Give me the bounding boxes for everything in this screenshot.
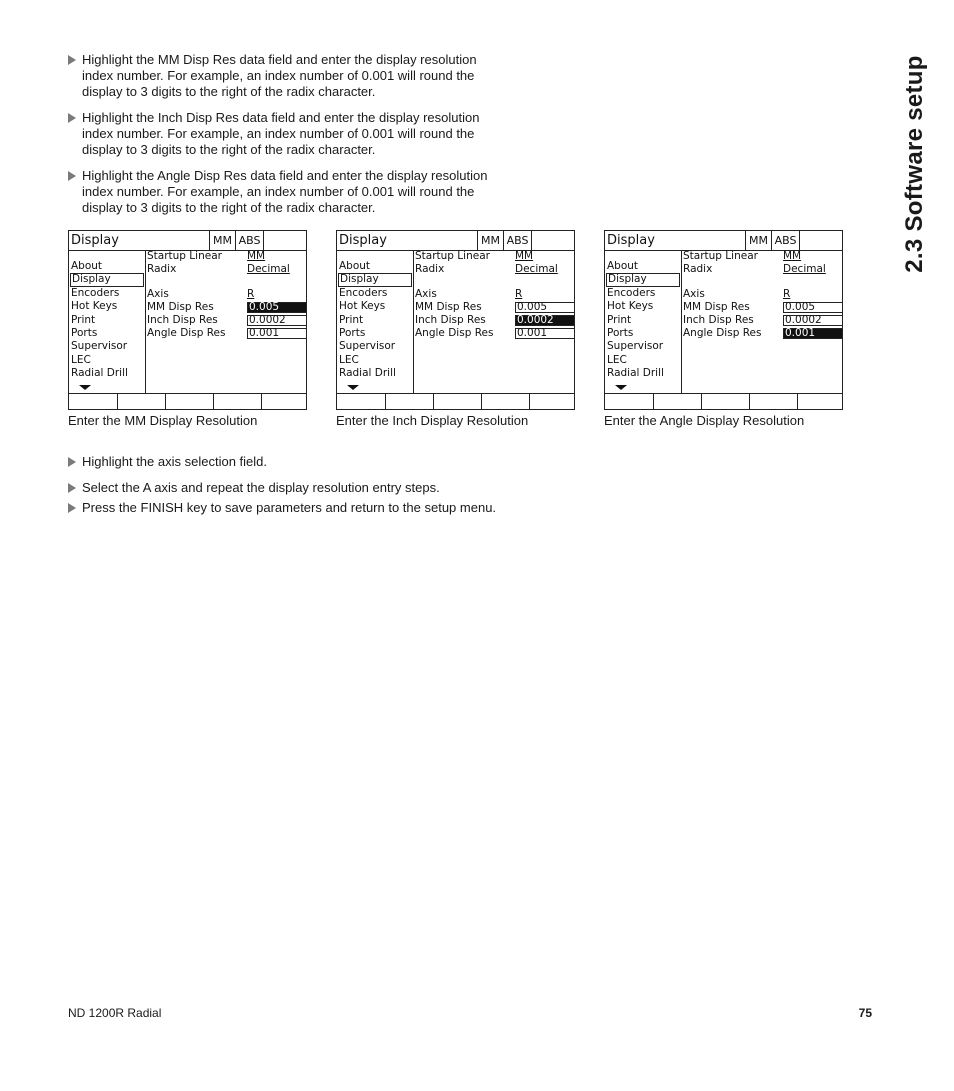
angle-disp-res-field[interactable]: 0.001 — [515, 328, 575, 339]
softkey-divider — [481, 393, 482, 410]
bullet-triangle-icon — [68, 483, 76, 493]
step-item: Highlight the axis selection field. — [68, 454, 508, 470]
menu-item-ports[interactable]: Ports — [339, 326, 366, 339]
inch-disp-res-field[interactable]: 0.0002 — [247, 315, 307, 326]
menu-item-print[interactable]: Print — [339, 313, 364, 326]
figure-caption: Enter the Angle Display Resolution — [604, 413, 805, 428]
inch-disp-res-field[interactable]: 0.0002 — [783, 315, 843, 326]
tab-blank — [263, 231, 307, 250]
softkey-bar[interactable] — [69, 393, 306, 410]
bullet-triangle-icon — [68, 171, 76, 181]
menu-item-encoders[interactable]: Encoders — [71, 286, 120, 299]
tab-abs[interactable]: ABS — [771, 231, 799, 250]
menu-item-hot-keys[interactable]: Hot Keys — [607, 300, 654, 313]
scroll-down-arrow-icon[interactable] — [347, 385, 359, 390]
bullet-triangle-icon — [68, 457, 76, 467]
menu-item-ports[interactable]: Ports — [71, 326, 98, 339]
scroll-down-arrow-icon[interactable] — [79, 385, 91, 390]
startup-linear-value[interactable]: MM — [247, 250, 266, 262]
axis-label: Axis — [683, 288, 705, 300]
softkey-divider — [701, 393, 702, 410]
softkey-divider — [261, 393, 262, 410]
figure-caption: Enter the MM Display Resolution — [68, 413, 258, 428]
menu-item-display[interactable]: Display — [606, 273, 680, 286]
menu-item-lec[interactable]: LEC — [339, 353, 359, 366]
menu-item-encoders[interactable]: Encoders — [339, 286, 388, 299]
steps-top — [68, 52, 508, 216]
menu-item-hot-keys[interactable]: Hot Keys — [339, 300, 386, 313]
menu-item-encoders[interactable]: Encoders — [607, 286, 656, 299]
tab-blank — [799, 231, 843, 250]
menu-item-display[interactable]: Display — [338, 273, 412, 286]
step-item: Highlight the Angle Disp Res data field and enter the display resolution index number. For example, an index number of 0.001 will round the display to 3 digits to the right of the radix character. — [68, 168, 508, 216]
startup-linear-value[interactable]: MM — [783, 250, 802, 262]
softkey-divider — [749, 393, 750, 410]
softkey-divider — [117, 393, 118, 410]
divider — [681, 250, 682, 393]
setup-menu — [606, 260, 680, 381]
step-item: Highlight the Inch Disp Res data field and enter the display resolution index number. For example, an index number of 0.001 will round the display to 3 digits to the right of the radix character. — [68, 110, 508, 158]
softkey-divider — [653, 393, 654, 410]
divider — [413, 250, 414, 393]
bullet-triangle-icon — [68, 113, 76, 123]
radix-value[interactable]: Decimal — [515, 263, 558, 275]
radix-label: Radix — [683, 263, 713, 275]
menu-item-supervisor[interactable]: Supervisor — [71, 340, 128, 353]
setup-menu — [338, 260, 412, 381]
startup-linear-label: Startup Linear — [683, 250, 758, 262]
radix-value[interactable]: Decimal — [783, 263, 826, 275]
radix-value[interactable]: Decimal — [247, 263, 290, 275]
radix-label: Radix — [147, 263, 177, 275]
tab-mm[interactable]: MM — [477, 231, 503, 250]
angle-disp-res-label: Angle Disp Res — [415, 327, 494, 339]
axis-selection-field[interactable]: R — [247, 288, 255, 300]
menu-item-radial-drill[interactable]: Radial Drill — [71, 367, 128, 380]
display-setup-screen — [604, 230, 843, 410]
menu-item-print[interactable]: Print — [71, 313, 96, 326]
inch-disp-res-label: Inch Disp Res — [683, 314, 754, 326]
axis-selection-field[interactable]: R — [783, 288, 791, 300]
screen-title: Display — [71, 233, 119, 248]
startup-linear-value[interactable]: MM — [515, 250, 534, 262]
mm-disp-res-field[interactable]: 0.005 — [515, 302, 575, 313]
display-setup-screen — [336, 230, 575, 410]
mm-disp-res-label: MM Disp Res — [415, 301, 482, 313]
angle-disp-res-field[interactable]: 0.001 — [783, 328, 843, 339]
softkey-bar[interactable] — [605, 393, 842, 410]
inch-disp-res-field[interactable]: 0.0002 — [515, 315, 575, 326]
page-number: 75 — [858, 1006, 872, 1020]
step-item: Select the A axis and repeat the display resolution entry steps. — [68, 480, 508, 496]
axis-selection-field[interactable]: R — [515, 288, 523, 300]
menu-item-about[interactable]: About — [71, 260, 103, 272]
step-item: Press the FINISH key to save parameters and return to the setup menu. — [68, 500, 508, 516]
screen-title: Display — [607, 233, 655, 248]
softkey-divider — [529, 393, 530, 410]
menu-item-ports[interactable]: Ports — [607, 326, 634, 339]
figure-caption: Enter the Inch Display Resolution — [336, 413, 529, 428]
inch-disp-res-label: Inch Disp Res — [147, 314, 218, 326]
menu-item-about[interactable]: About — [339, 260, 371, 272]
startup-linear-label: Startup Linear — [415, 250, 490, 262]
menu-item-hot-keys[interactable]: Hot Keys — [71, 300, 118, 313]
inch-disp-res-label: Inch Disp Res — [415, 314, 486, 326]
menu-item-lec[interactable]: LEC — [607, 353, 627, 366]
softkey-divider — [213, 393, 214, 410]
menu-item-radial-drill[interactable]: Radial Drill — [607, 367, 664, 380]
mm-disp-res-label: MM Disp Res — [147, 301, 214, 313]
divider — [145, 250, 146, 393]
bullet-triangle-icon — [68, 55, 76, 65]
menu-item-about[interactable]: About — [607, 260, 639, 272]
softkey-divider — [797, 393, 798, 410]
tab-mm[interactable]: MM — [209, 231, 235, 250]
menu-item-supervisor[interactable]: Supervisor — [607, 340, 664, 353]
mm-disp-res-label: MM Disp Res — [683, 301, 750, 313]
mm-disp-res-field[interactable]: 0.005 — [247, 302, 307, 313]
setup-menu — [70, 260, 144, 381]
softkey-bar[interactable] — [337, 393, 574, 410]
radix-label: Radix — [415, 263, 445, 275]
screen-title: Display — [339, 233, 387, 248]
axis-label: Axis — [415, 288, 437, 300]
startup-linear-label: Startup Linear — [147, 250, 222, 262]
tab-abs[interactable]: ABS — [235, 231, 263, 250]
menu-item-lec[interactable]: LEC — [71, 353, 91, 366]
bullet-triangle-icon — [68, 503, 76, 513]
softkey-divider — [433, 393, 434, 410]
steps-bottom — [68, 454, 508, 516]
angle-disp-res-field[interactable]: 0.001 — [247, 328, 307, 339]
angle-disp-res-label: Angle Disp Res — [683, 327, 762, 339]
step-item: Highlight the MM Disp Res data field and enter the display resolution index number. For example, an index number of 0.001 will round the display to 3 digits to the right of the radix character. — [68, 52, 508, 100]
menu-item-radial-drill[interactable]: Radial Drill — [339, 367, 396, 380]
menu-item-display[interactable]: Display — [70, 273, 144, 286]
mm-disp-res-field[interactable]: 0.005 — [783, 302, 843, 313]
scroll-down-arrow-icon[interactable] — [615, 385, 627, 390]
softkey-divider — [165, 393, 166, 410]
tab-mm[interactable]: MM — [745, 231, 771, 250]
menu-item-supervisor[interactable]: Supervisor — [339, 340, 396, 353]
menu-item-print[interactable]: Print — [607, 313, 632, 326]
display-setup-screen — [68, 230, 307, 410]
section-title: 2.3 Software setup — [901, 55, 928, 273]
axis-label: Axis — [147, 288, 169, 300]
footer-product: ND 1200R Radial — [68, 1006, 162, 1020]
softkey-divider — [385, 393, 386, 410]
angle-disp-res-label: Angle Disp Res — [147, 327, 226, 339]
tab-blank — [531, 231, 575, 250]
tab-abs[interactable]: ABS — [503, 231, 531, 250]
